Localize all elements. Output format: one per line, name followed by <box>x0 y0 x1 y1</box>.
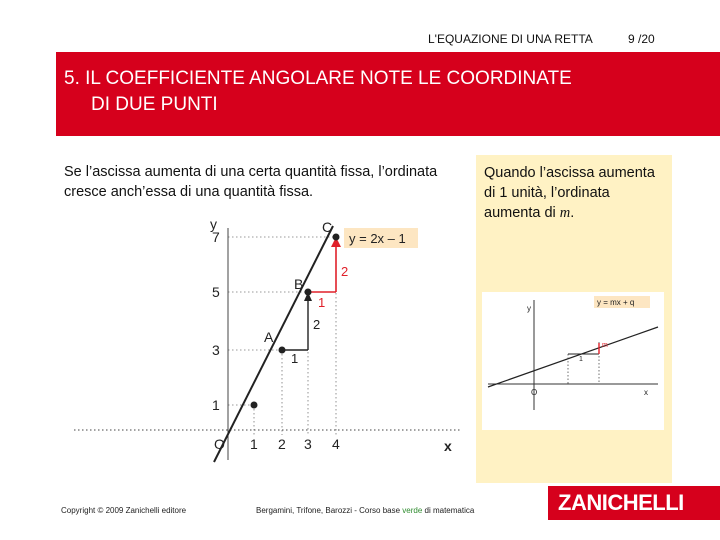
logo-text: ZANICHELLI <box>558 490 684 515</box>
credits-post: di matematica <box>422 506 475 515</box>
x-tick-3: 3 <box>304 436 312 452</box>
x-axis-label: x <box>444 438 452 454</box>
point-C-label: C <box>322 219 333 235</box>
x-tick-1: 1 <box>250 436 258 452</box>
credits <box>256 506 474 515</box>
mini-guides <box>568 342 599 384</box>
side-note-text: Quando l’ascissa aumenta di 1 unità, l’ordinata aumenta di <box>484 165 655 221</box>
x-tick-4: 4 <box>332 436 340 452</box>
y-axis-label: y <box>210 216 217 232</box>
point-B-label: B <box>294 276 304 292</box>
point-x1 <box>251 402 258 409</box>
line-y-2x-1 <box>214 226 333 462</box>
mini-equation: y = mx + q <box>597 298 635 307</box>
red-dy-label: 2 <box>341 264 349 279</box>
equation-label: y = 2x – 1 <box>349 231 406 246</box>
mini-y-label: y <box>527 304 531 313</box>
slide-title-line1: 5. IL COEFFICIENTE ANGOLARE NOTE LE COORDINATE <box>64 68 572 89</box>
y-tick-5: 5 <box>212 284 220 300</box>
point-A <box>279 347 286 354</box>
copyright: Copyright © 2009 Zanichelli editore <box>61 506 187 515</box>
mini-graph <box>482 292 664 430</box>
black-dy-label: 2 <box>313 317 321 332</box>
main-graph <box>68 212 468 482</box>
y-tick-3: 3 <box>212 342 220 358</box>
red-dx-label: 1 <box>318 295 326 310</box>
side-note-end: . <box>570 205 575 221</box>
slide-title-line2: DI DUE PUNTI <box>91 94 218 115</box>
credits-pre: Bergamini, Trifone, Barozzi - Corso base <box>256 506 403 515</box>
mini-x-label: x <box>644 388 648 397</box>
mini-dx-label: 1 <box>579 356 583 363</box>
side-note <box>484 163 670 223</box>
mini-origin: O <box>531 388 538 397</box>
page-number: 9 /20 <box>628 32 655 46</box>
body-text: Se l’ascissa aumenta di una certa quantità fissa, l’ordinata cresce anch’essa di una quantità fissa. <box>64 164 438 200</box>
origin-label: O <box>214 436 225 452</box>
chapter-title: L'EQUAZIONE DI UNA RETTA <box>428 32 593 46</box>
zanichelli-logo <box>548 486 720 520</box>
x-tick-2: 2 <box>278 436 286 452</box>
mini-graph-frame <box>482 292 664 430</box>
mini-line <box>488 327 658 387</box>
point-C <box>333 234 340 241</box>
mini-dy-label: m <box>602 342 608 349</box>
slide-title <box>64 66 714 118</box>
side-note-var: m <box>559 205 571 221</box>
point-B <box>305 289 312 296</box>
black-dx-label: 1 <box>291 351 299 366</box>
y-tick-1: 1 <box>212 397 220 413</box>
point-A-label: A <box>264 329 274 345</box>
y-tick-7: 7 <box>212 229 220 245</box>
credits-green: verde <box>402 506 423 515</box>
black-steps <box>282 292 312 350</box>
